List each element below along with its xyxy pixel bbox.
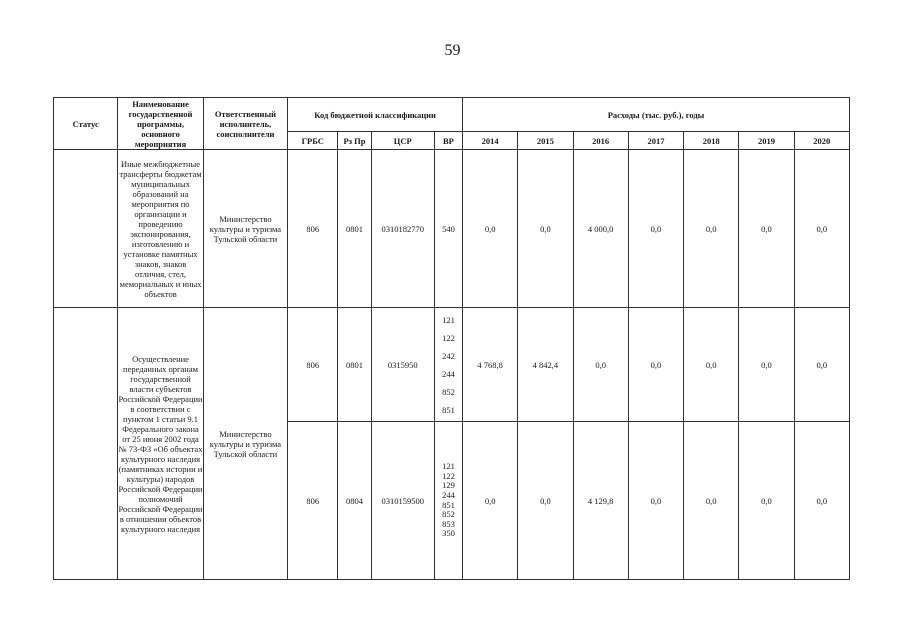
value-cell: 0,0	[463, 422, 518, 580]
csr-cell: 0310159500	[371, 422, 434, 580]
value-cell: 0,0	[573, 308, 628, 422]
value-cell: 4 842,4	[518, 308, 573, 422]
value-cell: 4 129,8	[573, 422, 628, 580]
program-name-cell: Осуществление переданных органам государственной власти субъектов Российской Федерации в соответствии с пунктом 1 статьи 9.1 Федерального закона от 25 июня 2002 года № 73-ФЗ «Об объектах культурного наследия (памятниках истории и культуры) народов Российской Федерации полномочий Российской Федерации в отношении объектов культурного наследия	[118, 308, 203, 580]
header-year: 2016	[573, 132, 628, 150]
header-year: 2014	[463, 132, 518, 150]
status-cell	[54, 308, 118, 580]
value-cell: 0,0	[794, 422, 849, 580]
csr-cell: 0310182770	[371, 150, 434, 308]
vr-code: 851	[442, 404, 455, 415]
value-cell: 0,0	[518, 150, 573, 308]
vr-code: 851	[442, 499, 455, 510]
vr-code: 122	[442, 332, 455, 343]
value-cell: 0,0	[628, 150, 683, 308]
value-cell: 0,0	[628, 308, 683, 422]
value-cell: 0,0	[794, 308, 849, 422]
vr-code: 852	[442, 386, 455, 397]
vr-code: 853	[442, 518, 455, 529]
header-year: 2015	[518, 132, 573, 150]
value-cell: 4 768,8	[463, 308, 518, 422]
header-grbs: ГРБС	[288, 132, 338, 150]
value-cell: 0,0	[684, 308, 739, 422]
status-cell	[54, 150, 118, 308]
header-rzpr: Рз Пр	[338, 132, 371, 150]
value-cell: 0,0	[628, 422, 683, 580]
header-status: Статус	[54, 98, 118, 150]
executor-cell: Министерство культуры и туризма Тульской области	[203, 150, 287, 308]
header-expenses: Расходы (тыс. руб.), годы	[463, 98, 850, 132]
vr-cell: 540	[434, 150, 462, 308]
rzpr-cell: 0801	[338, 308, 371, 422]
value-cell: 0,0	[684, 150, 739, 308]
value-cell: 0,0	[739, 150, 794, 308]
header-name: Наименование государственной программы, основного мероприятия	[118, 98, 203, 150]
header-csr: ЦСР	[371, 132, 434, 150]
vr-code: 242	[442, 350, 455, 361]
grbs-cell: 806	[288, 150, 338, 308]
value-cell: 0,0	[463, 150, 518, 308]
csr-cell: 0315950	[371, 308, 434, 422]
table-row	[54, 150, 850, 308]
grbs-cell: 806	[288, 308, 338, 422]
rzpr-cell: 0804	[338, 422, 371, 580]
vr-code: 244	[442, 368, 455, 379]
vr-code: 852	[442, 509, 455, 520]
vr-cell	[434, 422, 462, 580]
header-year: 2018	[684, 132, 739, 150]
budget-table	[53, 97, 850, 580]
header-year: 2020	[794, 132, 849, 150]
value-cell: 0,0	[739, 308, 794, 422]
page-number: 59	[444, 42, 461, 59]
vr-code: 121	[442, 461, 455, 472]
vr-cell	[434, 308, 462, 422]
header-year: 2019	[739, 132, 794, 150]
header-budget-code: Код бюджетной классификации	[288, 98, 463, 132]
grbs-cell: 806	[288, 422, 338, 580]
value-cell: 0,0	[739, 422, 794, 580]
value-cell: 0,0	[518, 422, 573, 580]
vr-code: 122	[442, 470, 455, 481]
header-year: 2017	[628, 132, 683, 150]
program-name-cell: Иные межбюджетные трансферты бюджетам муниципальных образований на мероприятия по организации и проведению экспонирования, изготовлению и установке памятных знаков, знаков отличия, стел, мемориальных и иных объектов	[118, 150, 203, 308]
value-cell: 0,0	[794, 150, 849, 308]
value-cell: 4 000,0	[573, 150, 628, 308]
vr-code: 129	[442, 480, 455, 491]
rzpr-cell: 0801	[338, 150, 371, 308]
vr-code: 121	[442, 314, 455, 325]
header-vr: ВР	[434, 132, 462, 150]
value-cell: 0,0	[684, 422, 739, 580]
vr-code: 350	[442, 528, 455, 539]
table-row	[54, 308, 850, 422]
executor-cell: Министерство культуры и туризма Тульской области	[203, 308, 287, 580]
vr-code: 244	[442, 489, 455, 500]
header-executor: Ответственный исполнитель, соисполнители	[203, 98, 287, 150]
